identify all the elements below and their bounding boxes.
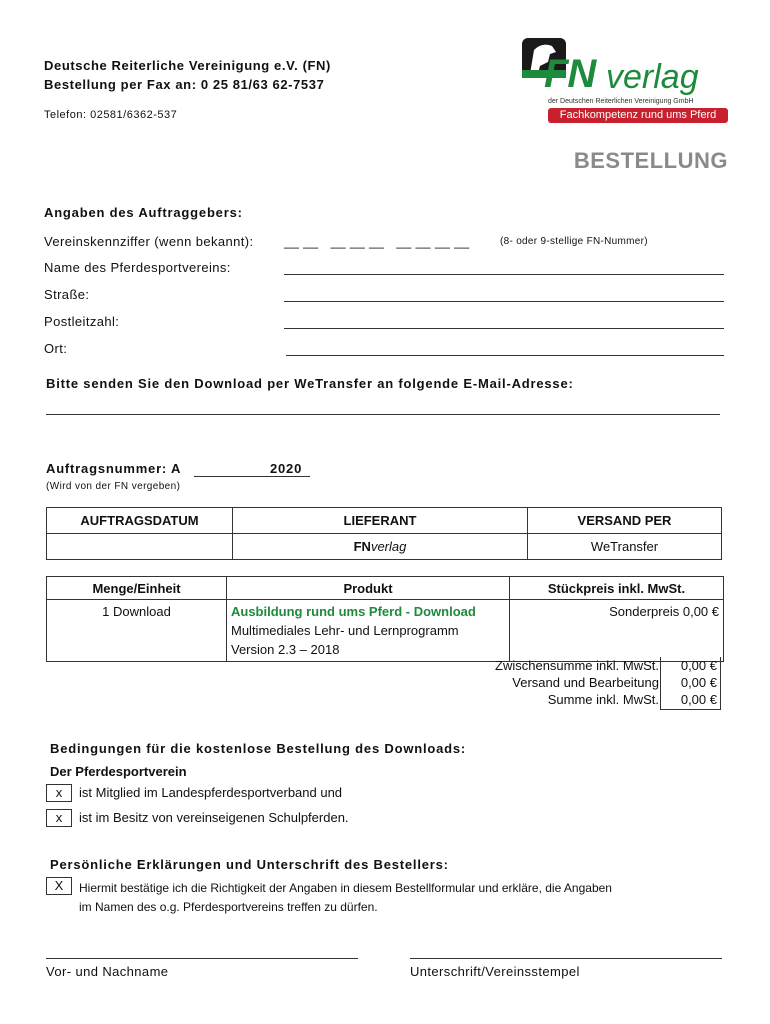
- order-number-label: Auftragsnummer: A: [46, 461, 182, 476]
- shipping-cost-value: 0,00 €: [680, 675, 717, 690]
- quantity-value: 1 Download: [47, 600, 227, 662]
- fax-number: Bestellung per Fax an: 0 25 81/63 62-7537: [44, 77, 325, 92]
- club-id-hint: (8- oder 9-stellige FN-Nummer): [500, 236, 648, 247]
- supplier-fn: FN: [353, 539, 371, 554]
- fn-verlag-logo: [520, 36, 730, 126]
- totals-labels: [420, 657, 659, 708]
- logo-fn: FN: [544, 52, 596, 96]
- phone-number: Telefon: 02581/6362-537: [44, 109, 178, 121]
- totals-values: [660, 657, 721, 710]
- street-input[interactable]: [284, 301, 724, 302]
- order-number-note: (Wird von der FN vergeben): [46, 481, 181, 492]
- col-supplier: LIEFERANT: [233, 508, 528, 534]
- club-id-input[interactable]: __ __ __ __ __ __ __ __ __: [284, 234, 470, 249]
- total-label: Summe inkl. MwSt.: [547, 692, 659, 707]
- condition-2-text: ist im Besitz von vereinseigenen Schulpferden.: [79, 810, 349, 825]
- order-number-underline: [194, 476, 310, 477]
- signature-label: Unterschrift/Vereinsstempel: [410, 964, 580, 979]
- zip-input[interactable]: [284, 328, 724, 329]
- page-title: BESTELLUNG: [573, 148, 728, 173]
- client-heading: Angaben des Auftraggebers:: [44, 205, 243, 220]
- shipping-value: WeTransfer: [528, 534, 722, 560]
- total-value: 0,00 €: [680, 692, 717, 707]
- street-label: Straße:: [44, 287, 90, 302]
- org-name: Deutsche Reiterliche Vereinigung e.V. (FN): [44, 58, 331, 73]
- condition-1-checkbox[interactable]: x: [46, 784, 72, 802]
- col-order-date: AUFTRAGSDATUM: [47, 508, 233, 534]
- club-id-label: Vereinskennziffer (wenn bekannt):: [44, 234, 254, 249]
- col-quantity: Menge/Einheit: [47, 577, 227, 600]
- logo-banner: Fachkompetenz rund ums Pferd: [548, 108, 728, 123]
- shipping-cost-label: Versand und Bearbeitung: [512, 675, 659, 690]
- product-line2: Multimediales Lehr- und Lernprogramm: [231, 623, 459, 638]
- declaration-line2: im Namen des o.g. Pferdesportvereins treffen zu dürfen.: [79, 900, 378, 914]
- condition-2-checkbox[interactable]: x: [46, 809, 72, 827]
- col-unit-price: Stückpreis inkl. MwSt.: [510, 577, 724, 600]
- order-info-table: [46, 507, 722, 560]
- declaration-line1: Hiermit bestätige ich die Richtigkeit der Angaben in diesem Bestellformular und erkläre, die Angaben: [79, 881, 612, 895]
- unit-price-value: Sonderpreis 0,00 €: [510, 600, 724, 662]
- club-name-input[interactable]: [284, 274, 724, 275]
- condition-1-text: ist Mitglied im Landespferdesportverband und: [79, 785, 343, 800]
- name-signature-line[interactable]: [46, 958, 358, 959]
- club-name-label: Name des Pferdesportvereins:: [44, 260, 231, 275]
- order-year: 2020: [270, 461, 303, 476]
- signature-line[interactable]: [410, 958, 722, 959]
- declaration-heading: Persönliche Erklärungen und Unterschrift des Bestellers:: [50, 857, 449, 872]
- supplier-value: [233, 534, 528, 560]
- conditions-heading: Bedingungen für die kostenlose Bestellung des Downloads:: [50, 741, 467, 756]
- product-table: [46, 576, 724, 662]
- col-shipping: VERSAND PER: [528, 508, 722, 534]
- email-request-heading: Bitte senden Sie den Download per WeTransfer an folgende E-Mail-Adresse:: [46, 376, 574, 391]
- logo-subline: der Deutschen Reiterlichen Vereinigung GmbH: [548, 98, 694, 105]
- city-input[interactable]: [286, 355, 724, 356]
- declaration-checkbox[interactable]: X: [46, 877, 72, 895]
- logo-verlag: verlag: [606, 58, 699, 96]
- zip-label: Postleitzahl:: [44, 314, 120, 329]
- declaration-text: [79, 879, 612, 917]
- conditions-subheading: Der Pferdesportverein: [50, 764, 187, 779]
- city-label: Ort:: [44, 341, 68, 356]
- product-title: Ausbildung rund ums Pferd - Download: [231, 604, 476, 619]
- product-cell: [227, 600, 510, 662]
- col-product: Produkt: [227, 577, 510, 600]
- email-input[interactable]: [46, 414, 720, 415]
- supplier-verlag: verlag: [370, 539, 407, 554]
- subtotal-label: Zwischensumme inkl. MwSt.: [495, 658, 659, 673]
- order-date-value[interactable]: [47, 534, 233, 560]
- name-label: Vor- und Nachname: [46, 964, 169, 979]
- subtotal-value: 0,00 €: [680, 658, 717, 673]
- product-line3: Version 2.3 – 2018: [231, 642, 340, 657]
